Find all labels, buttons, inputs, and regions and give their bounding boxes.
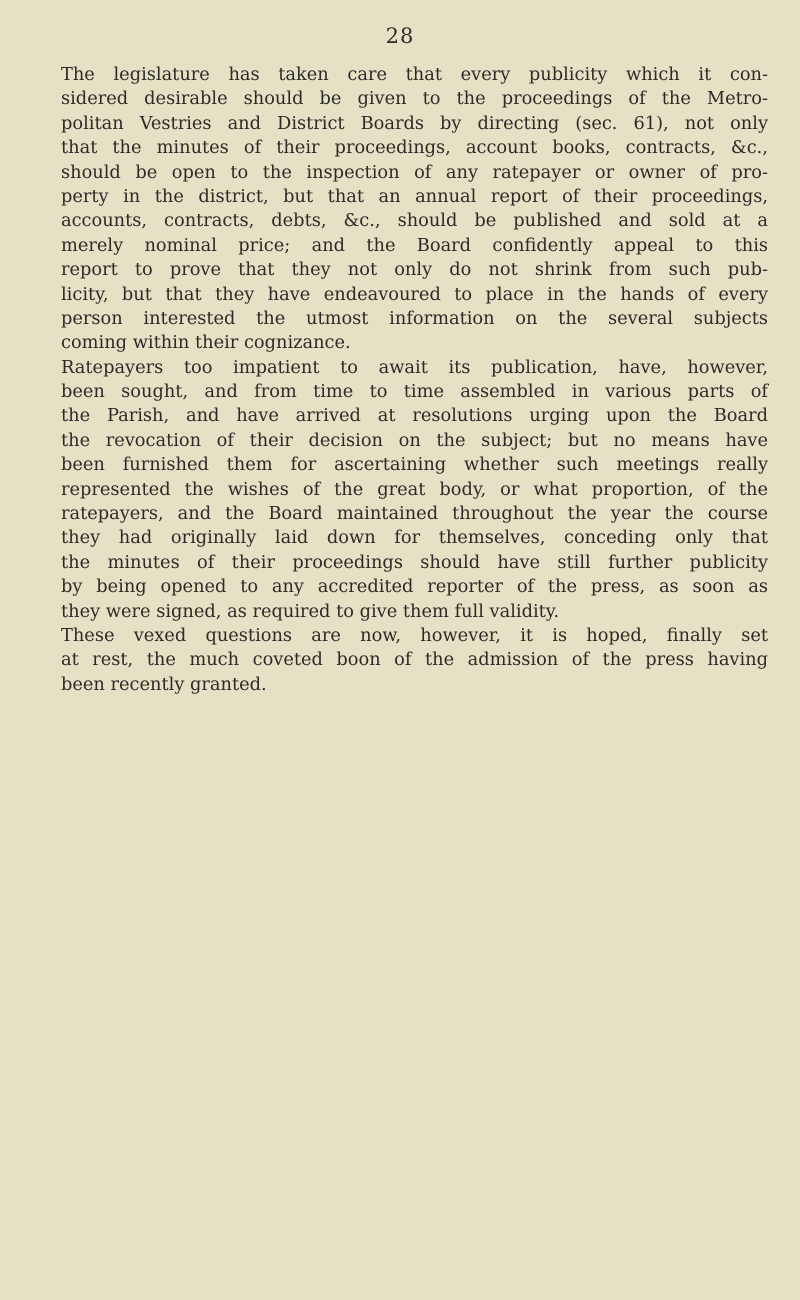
text-line: coming within their cognizance.	[61, 332, 351, 354]
text-line: been sought, and from time to time assembled in various parts of	[61, 381, 768, 403]
text-line: at rest, the much coveted boon of the admission of the press having	[61, 649, 768, 671]
text-line: The legislature has taken care that every publicity which it con-	[61, 64, 768, 85]
page-number: 28	[385, 24, 415, 48]
text-line: politan Vestries and District Boards by directing (sec. 61), not only	[61, 112, 768, 134]
text-line: they had originally laid down for themselves, conceding only that	[61, 527, 768, 549]
body-text	[61, 63, 768, 697]
text-line: the revocation of their decision on the subject; but no means have	[61, 429, 768, 451]
text-line: sidered desirable should be given to the proceedings of the Metro-	[61, 88, 768, 110]
text-line: should be open to the inspection of any ratepayer or owner of pro-	[61, 161, 768, 183]
text-line: merely nominal price; and the Board confidently appeal to this	[61, 234, 768, 256]
text-line: report to prove that they not only do not shrink from such pub-	[61, 259, 768, 281]
text-line: ratepayers, and the Board maintained throughout the year the course	[61, 503, 768, 525]
paragraph-1	[61, 63, 768, 356]
text-line: the minutes of their proceedings should have still further publicity	[61, 551, 768, 573]
text-line: These vexed questions are now, however, it is hoped, finally set	[61, 624, 768, 646]
paragraph-3	[61, 624, 768, 697]
text-line: been furnished them for ascertaining whether such meetings really	[61, 454, 768, 476]
text-line: licity, but that they have endeavoured to place in the hands of every	[61, 283, 768, 305]
text-line: they were signed, as required to give them full validity.	[61, 600, 560, 622]
text-line: person interested the utmost information on the several subjects	[61, 307, 768, 329]
text-line: that the minutes of their proceedings, account books, contracts, &c.,	[61, 137, 768, 159]
paragraph-2	[61, 356, 768, 624]
text-line: the Parish, and have arrived at resolutions urging upon the Board	[61, 405, 768, 427]
text-line: Ratepayers too impatient to await its publication, have, however,	[61, 356, 768, 378]
text-line: been recently granted.	[61, 673, 267, 695]
text-line: by being opened to any accredited reporter of the press, as soon as	[61, 576, 768, 598]
text-line: represented the wishes of the great body, or what proportion, of the	[61, 478, 768, 500]
text-line: perty in the district, but that an annual report of their proceedings,	[61, 185, 768, 207]
text-line: accounts, contracts, debts, &c., should be published and sold at a	[61, 210, 768, 232]
